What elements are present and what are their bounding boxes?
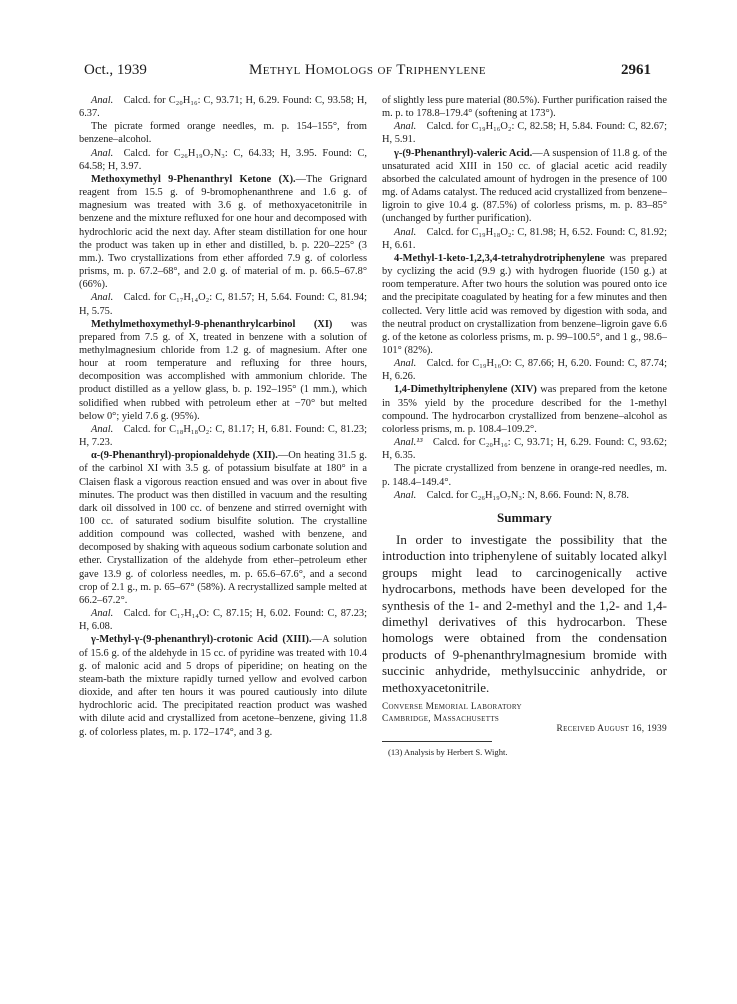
analysis-lead: Anal. bbox=[394, 226, 417, 238]
footnote-rule bbox=[382, 741, 492, 742]
compound-heading: 4-Methyl-1-keto-1,2,3,4-tetrahydrotriphenylene bbox=[394, 252, 605, 264]
body-paragraph: The picrate formed orange needles, m. p. 154–155°, from benzene–alcohol. bbox=[79, 121, 367, 146]
analysis-lead: Anal. bbox=[394, 489, 417, 501]
analysis-paragraph bbox=[382, 489, 667, 502]
analysis-text: Calcd. for C₂₆H₁₉O₇N₃: N, 8.66. Found: N, 8.78. bbox=[426, 489, 630, 501]
analysis-text: Calcd. for C₂₆H₁₉O₇N₃: C, 64.33; H, 3.95. Found: C, 64.58; H, 3.97. bbox=[79, 147, 367, 172]
summary-heading: Summary bbox=[497, 509, 552, 525]
analysis-paragraph bbox=[382, 357, 667, 383]
footnote: (13) Analysis by Herbert S. Wight. bbox=[388, 747, 508, 758]
analysis-paragraph bbox=[79, 607, 367, 633]
procedure-text: was prepared from the ketone in 35% yield by the procedure described for the 1-methyl compound. The hydrocarbon crystallized from benzene–alcohol as colorless prisms, m. p. 108.4–109.2°. bbox=[382, 384, 667, 435]
procedure-text: —On heating 31.5 g. of the carbinol XI with 3.5 g. of potassium bisulfate at 180° in a Claisen flask a vigorous reaction ensued and was over in about five minutes. The product was then distilled in vacuum and the resulting dark oil dissolved in 100 cc. of benzene and stirred overnight with 100 cc. of saturated sodium bisulfite solution. The crystalline addition compound was collected, washed with benzene, and decomposed by shaking with aqueous sodium carbonate solution and ether. Crystallization of the aldehyde from ether–petroleum ether gave 13.9 g. of colorless needles, m. p. 65.6–67.6°, and a second crop of 2.1 g., m. p. 65–67° (58%). A recrystallized sample melted at 66.2–67.2°. bbox=[79, 450, 367, 606]
compound-heading: α-(9-Phenanthryl)-propionaldehyde (XII). bbox=[91, 450, 278, 462]
analysis-text: Calcd. for C₁₉H₁₆O: C, 87.66; H, 6.20. Found: C, 87.74; H, 6.26. bbox=[382, 358, 667, 383]
left-column bbox=[79, 94, 367, 739]
analysis-paragraph bbox=[382, 120, 667, 146]
page-number: 2961 bbox=[621, 62, 651, 78]
body-paragraph: The picrate crystallized from benzene in orange-red needles, m. p. 148.4–149.4°. bbox=[382, 463, 667, 488]
compound-heading: γ-Methyl-γ-(9-phenanthryl)-crotonic Acid (XIII). bbox=[91, 634, 312, 646]
procedure-paragraph bbox=[382, 147, 667, 226]
affiliation-laboratory: Converse Memorial Laboratory bbox=[382, 702, 522, 713]
header-title: Methyl Homologs of Triphenylene bbox=[249, 62, 486, 78]
analysis-lead: Anal. bbox=[394, 121, 417, 133]
analysis-text: Calcd. for C₁₉H₁₆O₂: C, 82.58; H, 5.84. Found: C, 82.67; H, 5.91. bbox=[382, 121, 667, 146]
analysis-text: Calcd. for C₂₀H₁₆: C, 93.71; H, 6.29. Found: C, 93.58; H, 6.37. bbox=[79, 95, 367, 120]
analysis-text: Calcd. for C₁₈H₁₈O₂: C, 81.17; H, 6.81. Found: C, 81.23; H, 7.23. bbox=[79, 423, 367, 449]
received-date: Received August 16, 1939 bbox=[556, 724, 667, 735]
procedure-text: was prepared from 7.5 g. of X, treated in benzene with a solution of methylmagnesium chloride from 1.2 g. of magnesium. After one hour at room temperature and refluxing for three hours, decomposition was accomplished with ammonium chloride. The product distilled as a yellow glass, b. p. 192–195° (1 mm.), which solidified when rubbed with petroleum ether at −70° but melted below 0°; yield 7.6 g. (95%). bbox=[79, 318, 367, 422]
analysis-text: Calcd. for C₁₇H₁₄O: C, 87.15; H, 6.02. Found: C, 87.23; H, 6.08. bbox=[79, 608, 367, 633]
analysis-text: Calcd. for C₂₀H₁₆: C, 93.71; H, 6.29. Found: C, 93.62; H, 6.35. bbox=[382, 437, 667, 462]
affiliation-city: Cambridge, Massachusetts bbox=[382, 713, 500, 724]
header-date: Oct., 1939 bbox=[84, 62, 147, 78]
analysis-lead: Anal. bbox=[91, 423, 114, 435]
summary-paragraph: In order to investigate the possibility that the introduction into triphenylene of suitably located alkyl groups might lead to carcinogenically active hydrocarbons, methods have been developed for the synthesis of the 1- and 2-methyl and the 1,2- and 1,4-dimethyl derivatives of this hydrocarbon. These homologs were obtained from the condensation products of 9-phenanthrylmagnesium bromide with succinic anhydride, methylsuccinic anhydride, or methoxyacetonitrile. bbox=[382, 532, 667, 695]
right-column bbox=[382, 94, 667, 758]
compound-heading: Methoxymethyl 9-Phenanthryl Ketone (X). bbox=[91, 173, 296, 185]
procedure-paragraph bbox=[382, 383, 667, 436]
page-header bbox=[84, 62, 651, 82]
procedure-text: —A solution of 15.6 g. of the aldehyde in 15 cc. of pyridine was treated with 10.4 g. of malonic acid and 5 drops of piperidine; on heating on the steam-bath the mixture rapidly turned yellow and evolved carbon dioxide, and after ten hours it was poured cautiously into dilute hydrochloric acid. The precipitated reaction product was washed with dilute acid and crystallized from acetone–benzene, giving 11.8 g. of colorless plates, m. p. 172–174°, and 3 g. bbox=[79, 634, 367, 738]
analysis-text: Calcd. for C₁₇H₁₄O₂: C, 81.57; H, 5.64. Found: C, 81.94; H, 5.75. bbox=[79, 292, 367, 317]
right-column-body bbox=[382, 94, 667, 502]
procedure-text: was prepared by cyclizing the acid (9.9 g.) with hydrogen fluoride (150 g.) at room temperature. After two hours the solution was poured onto ice and the precipitate coagulated by heating for a few minutes and then collected. Very little acid was removed by digestion with soda, and the neutral product on crystallization from benzene–ligroin gave 6.6 g. of the ketone as colorless prisms, m. p. 99–100.5°, and 1 g., 98.6–101° (82%). bbox=[382, 252, 667, 356]
continued-paragraph: of slightly less pure material (80.5%). Further purification raised the m. p. to 178.8–179.4° (softening at 173°). bbox=[382, 95, 667, 120]
procedure-paragraph bbox=[79, 633, 367, 738]
procedure-paragraph bbox=[79, 318, 367, 423]
analysis-lead: Anal. bbox=[91, 95, 114, 106]
analysis-paragraph bbox=[382, 436, 667, 462]
analysis-lead: Anal.¹³ bbox=[394, 437, 423, 449]
procedure-paragraph bbox=[79, 449, 367, 607]
compound-heading: γ-(9-Phenanthryl)-valeric Acid. bbox=[394, 147, 533, 159]
analysis-paragraph bbox=[79, 147, 367, 173]
analysis-lead: Anal. bbox=[91, 292, 114, 304]
procedure-text: —A suspension of 11.8 g. of the unsaturated acid XIII in 150 cc. of glacial acetic acid readily absorbed the calculated amount of hydrogen in the presence of 100 mg. of Adams catalyst. The reduced acid crystallized from benzene–ligroin to give 10.4 g. (87.5%) of colorless prisms, m. p. 83–85° (unchanged by further purification). bbox=[382, 147, 668, 225]
procedure-paragraph bbox=[382, 252, 667, 357]
analysis-text: Calcd. for C₁₉H₁₈O₂: C, 81.98; H, 6.52. Found: C, 81.92; H, 6.61. bbox=[382, 226, 667, 251]
procedure-paragraph bbox=[79, 173, 367, 291]
procedure-text: —The Grignard reagent from 15.5 g. of 9-bromophenanthrene and 1.6 g. of magnesium was treated with 3.6 g. of methoxyacetonitrile in benzene and the mixture refluxed for one hour and decomposed with hydrochloric acid the next day. After steam distillation for one hour the product was taken up in ether and distilled, b. p. 220–225° (3 mm.). Two crystallizations from ether afforded 7.9 g. of colorless prisms, m. p. 67.2–68°, and 2.0 g. of material of m. p. 66.5–67.8° (66%). bbox=[79, 173, 367, 291]
compound-heading: Methylmethoxymethyl-9-phenanthrylcarbinol (XI) bbox=[91, 318, 333, 330]
analysis-lead: Anal. bbox=[394, 358, 417, 370]
analysis-lead: Anal. bbox=[91, 608, 114, 620]
analysis-lead: Anal. bbox=[91, 147, 114, 159]
compound-heading: 1,4-Dimethyltriphenylene (XIV) bbox=[394, 384, 537, 396]
analysis-paragraph bbox=[79, 423, 367, 449]
affiliation bbox=[382, 702, 667, 725]
analysis-paragraph bbox=[79, 94, 367, 120]
analysis-paragraph bbox=[382, 226, 667, 252]
analysis-paragraph bbox=[79, 291, 367, 317]
